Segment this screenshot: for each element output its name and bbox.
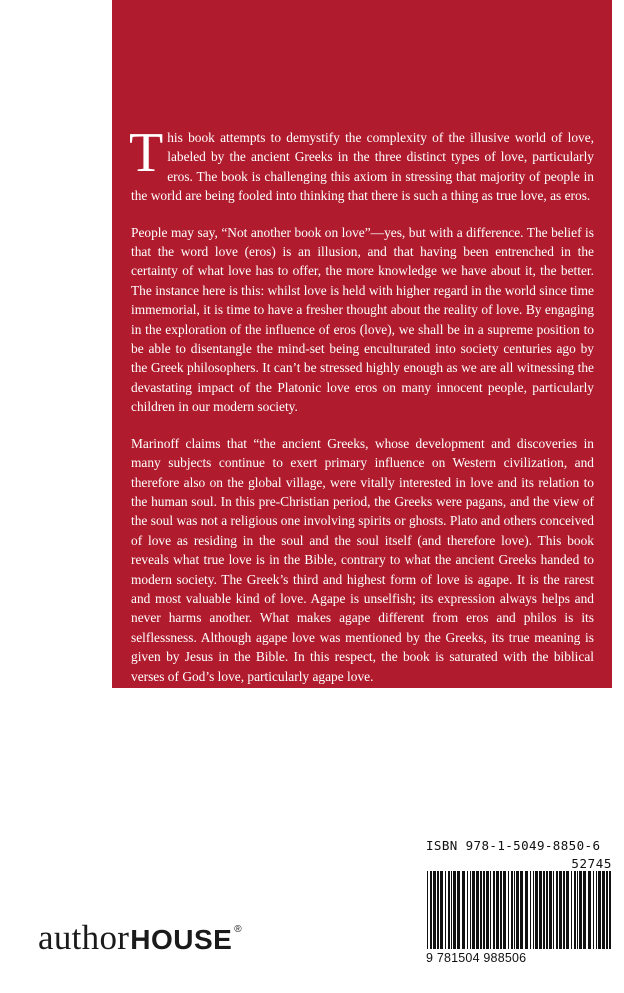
ean-digits: 9 781504 988506 — [426, 951, 527, 965]
price-code: 52745 — [571, 856, 612, 871]
barcode-bar — [453, 871, 456, 949]
drop-cap: T — [129, 122, 164, 184]
barcode-bar — [486, 871, 489, 949]
barcode-bar — [574, 871, 576, 949]
isbn-barcode — [426, 838, 612, 968]
back-cover-blurb-panel — [112, 0, 612, 688]
barcode-bar — [533, 871, 534, 949]
barcode-bar — [470, 871, 471, 949]
barcode-bar — [433, 871, 436, 949]
barcode-bar — [596, 871, 597, 949]
barcode-bar — [430, 871, 432, 949]
barcode-bar — [516, 871, 519, 949]
registered-mark: ® — [234, 924, 242, 935]
blurb-paragraph-3: Marinoff claims that “the ancient Greeks, whose development and discoveries in many subjects continue to exert primary influence on Western civilization, and therefore also on the global village, were vitally interested in love and its relation to the human soul. In this pre-Christian period, the Greeks were pagans, and the view of the soul was not a religious one involving spirits or ghosts. Plato and others conceived of love as residing in the soul and the soul itself (and therefore love). This book reveals what true love is in the Bible, contrary to what the ancient Greeks handed to modern society. The Greek’s third and highest form of love is agape. It is the rarest and most valuable kind of love. Agape is unselfish; its expression always helps and never harms another. What makes agape different from eros and philos is its selflessness. Although agape love was mentioned by the Greeks, its true meaning is given by Jesus in the Bible. In this respect, the book is saturated with the biblical verses of God’s love, particularly agape love. — [131, 435, 594, 684]
barcode-bar — [445, 871, 446, 949]
barcode-bar — [457, 871, 460, 949]
blurb-paragraph-1 — [129, 122, 594, 206]
barcode-bar — [437, 871, 439, 949]
barcode-bar — [539, 871, 542, 949]
logo-author-text: author — [38, 918, 130, 957]
barcode-bar — [577, 871, 578, 949]
barcode-bar — [566, 871, 569, 949]
barcode-bar — [588, 871, 591, 949]
barcode-bars — [426, 871, 612, 949]
barcode-bar — [514, 871, 515, 949]
barcode-bar — [462, 871, 465, 949]
barcode-bar — [520, 871, 523, 949]
isbn-number: ISBN 978-1-5049-8850-6 — [426, 838, 601, 853]
publisher-logo — [38, 918, 242, 958]
barcode-bar — [563, 871, 565, 949]
barcode-bar — [571, 871, 572, 949]
barcode-bar — [448, 871, 450, 949]
barcode-bar — [472, 871, 475, 949]
barcode-bar — [503, 871, 506, 949]
barcode-bar — [427, 871, 428, 949]
barcode-bar — [593, 871, 594, 949]
barcode-bar — [440, 871, 443, 949]
barcode-bar — [508, 871, 509, 949]
barcode-bar — [500, 871, 502, 949]
barcode-bar — [606, 871, 608, 949]
barcode-bar — [525, 871, 528, 949]
logo-house-text: HOUSE — [130, 924, 233, 955]
barcode-bar — [583, 871, 586, 949]
blurb-paragraph-1-text: his book attempts to demystify the complexity of the illusive world of love, labeled by the ancient Greeks in the three distinct types of love, particularly eros. The book is challenging this axiom in stressing that majority of people in the world are being fooled into thinking that there is such a thing as true love, as eros. — [131, 130, 594, 204]
barcode-bar — [530, 871, 531, 949]
barcode-bar — [451, 871, 452, 949]
barcode-bar — [609, 871, 611, 949]
barcode-bar — [490, 871, 491, 949]
barcode-bar — [579, 871, 582, 949]
barcode-bar — [535, 871, 538, 949]
barcode-bar — [559, 871, 562, 949]
barcode-bar — [598, 871, 601, 949]
barcode-bar — [476, 871, 479, 949]
barcode-bar — [602, 871, 605, 949]
barcode-bar — [549, 871, 552, 949]
barcode-bar — [493, 871, 495, 949]
barcode-bar — [543, 871, 545, 949]
barcode-bar — [511, 871, 513, 949]
barcode-bar — [480, 871, 482, 949]
barcode-bar — [483, 871, 485, 949]
barcode-bar — [467, 871, 468, 949]
blurb-paragraph-2: People may say, “Not another book on love”—yes, but with a difference. The belief is that the word love (eros) is an illusion, and that having been entrenched in the certainty of what love has to offer, the more knowledge we have about it, the better. The instance here is this: whilst love is held with higher regard in the world since time immemorial, it is time to have a fresher thought about the reality of love. By engaging in the exploration of the influence of eros (love), we shall be in a supreme position to be able to disentangle the mind-set being enculturated into society centuries ago by the Greek philosophers. It can’t be stressed highly enough as we are all witnessing the devastating impact of the Platonic love eros on many innocent people, particularly children in our modern society. — [131, 224, 594, 415]
barcode-bar — [556, 871, 558, 949]
barcode-bar — [553, 871, 554, 949]
barcode-bar — [546, 871, 548, 949]
barcode-bar — [496, 871, 499, 949]
